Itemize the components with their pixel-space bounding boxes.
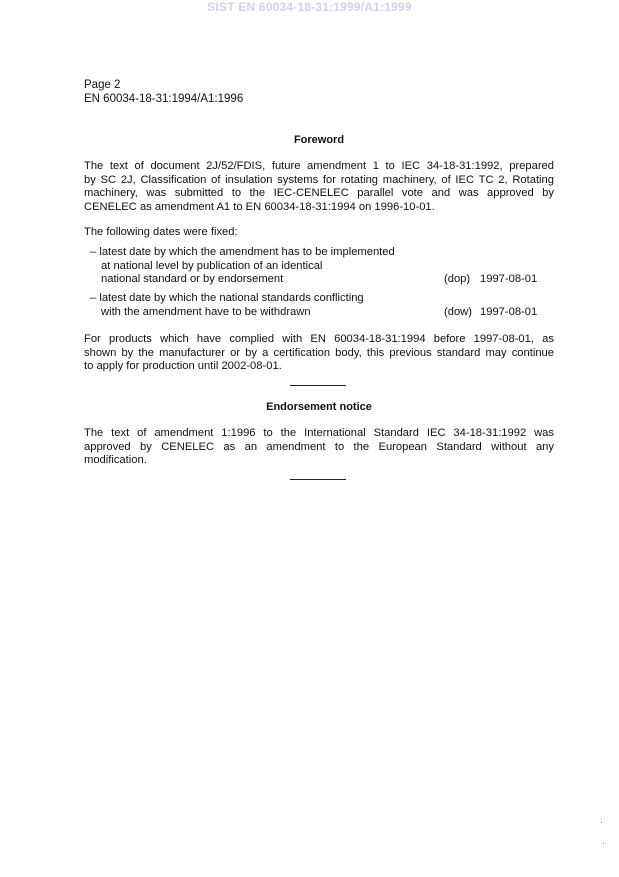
date-code: (dop) [444, 273, 471, 286]
text-line: The text of document 2J/52/FDIS, future amendment 1 to IEC 34-18-31:1992, prepared [84, 160, 554, 172]
endorsement-paragraph [84, 427, 554, 468]
foreword-paragraph-1 [84, 160, 554, 214]
date-code: (dow) [444, 305, 472, 318]
date-value: 1997-08-01 [480, 305, 538, 318]
date-item-dop [90, 246, 554, 287]
date-item-line: at national level by publication of an identical [101, 259, 323, 272]
foreword-paragraph-2 [84, 333, 554, 374]
date-item-line: – latest date by which the national standards conflicting [90, 292, 364, 304]
text-line: shown by the manufacturer or by a certification body, this previous standard may continue [84, 346, 554, 359]
date-item-line: – latest date by which the amendment has to be implemented [90, 246, 395, 258]
page-header [84, 78, 243, 106]
date-item-dow [90, 292, 554, 319]
text-line: to apply for production until 2002-08-01. [84, 360, 282, 373]
endorsement-heading: Endorsement notice [266, 401, 372, 413]
section-divider [290, 479, 346, 480]
scan-speck [603, 843, 604, 844]
date-value: 1997-08-01 [480, 273, 538, 286]
text-line: CENELEC as amendment A1 to EN 60034-18-31:1994 on 1996-10-01. [84, 200, 435, 213]
dates-intro [84, 226, 554, 240]
watermark: SIST EN 60034-18-31:1999/A1:1999 [207, 0, 412, 14]
text-line: by SC 2J, Classification of insulation systems for rotating machinery, of IEC TC 2, Rotating [84, 173, 554, 186]
text-line: The following dates were fixed: [84, 226, 238, 238]
foreword-heading: Foreword [293, 134, 345, 146]
scan-speck [601, 822, 602, 823]
date-item-line: national standard or by endorsement (dop) 1997-08-01 [101, 273, 538, 286]
text-line: The text of amendment 1:1996 to the International Standard IEC 34-18-31:1992 was [84, 427, 554, 439]
document-number: EN 60034-18-31:1994/A1:1996 [84, 93, 244, 105]
text-line: modification. [84, 454, 147, 467]
section-divider [290, 385, 346, 386]
date-item-line: with the amendment have to be withdrawn (dow) 1997-08-01 [101, 305, 538, 318]
text-line: machinery, was submitted to the IEC-CENELEC parallel vote and was approved by [84, 187, 554, 200]
page-label: Page 2 [84, 79, 121, 91]
text-line: approved by CENELEC as an amendment to the European Standard without any [84, 440, 554, 453]
text-line: For products which have complied with EN 60034-18-31:1994 before 1997-08-01, as [84, 333, 554, 345]
